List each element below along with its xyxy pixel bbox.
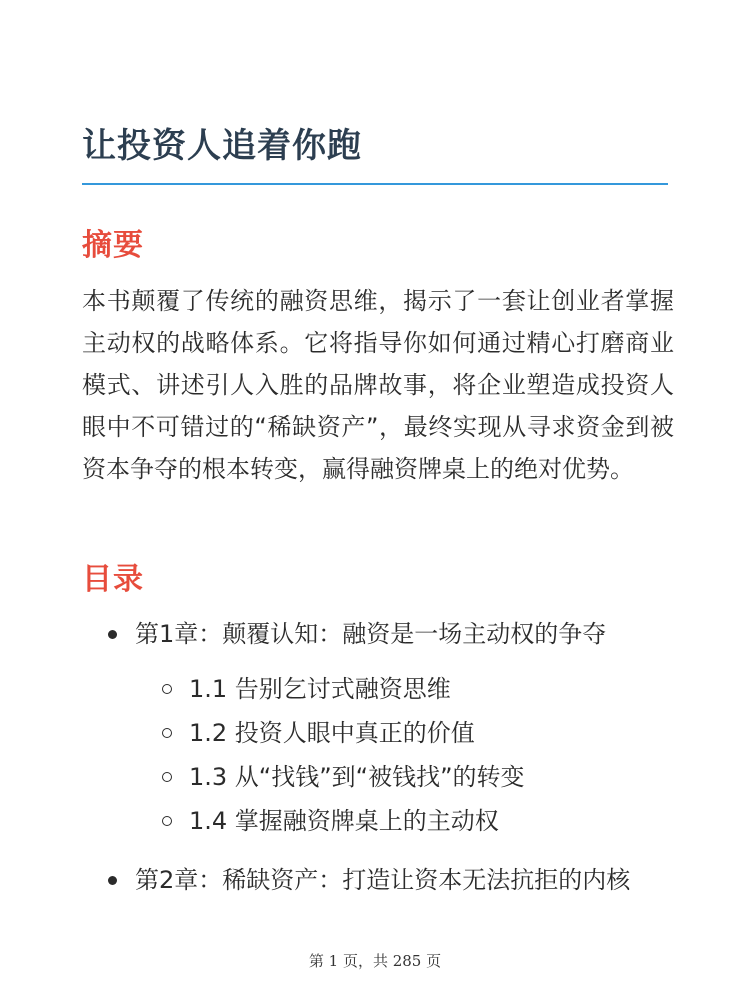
toc-heading: 目录 [82, 562, 144, 597]
toc-section-label: 1.3 从“找钱”到“被钱找”的转变 [189, 763, 525, 791]
bullet-icon [108, 630, 117, 639]
toc-chapter-label: 第1章：颠覆认知：融资是一场主动权的争夺 [135, 620, 607, 648]
toc-section-1-3 [189, 755, 665, 799]
circle-bullet-icon [162, 772, 172, 782]
title-divider [82, 183, 668, 185]
toc-section-label: 1.2 投资人眼中真正的价值 [189, 719, 475, 747]
toc-section-list [135, 667, 665, 843]
abstract-heading: 摘要 [82, 228, 144, 263]
document-title: 让投资人追着你跑 [82, 126, 362, 166]
toc-chapter-label: 第2章：稀缺资产：打造让资本无法抗拒的内核 [135, 866, 631, 894]
toc-section-label: 1.1 告别乞讨式融资思维 [189, 675, 451, 703]
toc-section-1-2 [189, 711, 665, 755]
table-of-contents [0, 615, 750, 899]
toc-section-label: 1.4 掌握融资牌桌上的主动权 [189, 807, 499, 835]
toc-section-1-4 [189, 799, 665, 843]
toc-section-1-1 [189, 667, 665, 711]
toc-chapter-2 [0, 861, 665, 899]
circle-bullet-icon [162, 684, 172, 694]
circle-bullet-icon [162, 728, 172, 738]
circle-bullet-icon [162, 816, 172, 826]
bullet-icon [108, 876, 117, 885]
page-footer: 第 1 页，共 285 页 [308, 952, 442, 970]
toc-chapter-1 [0, 615, 665, 843]
abstract-text: 本书颠覆了传统的融资思维，揭示了一套让创业者掌握主动权的战略体系。它将指导你如何通过精心打磨商业模式、讲述引人入胜的品牌故事，将企业塑造成投资人眼中不可错过的“稀缺资产”，最终实现从寻求资金到被资本争夺的根本转变，赢得融资牌桌上的绝对优势。 [82, 287, 674, 483]
